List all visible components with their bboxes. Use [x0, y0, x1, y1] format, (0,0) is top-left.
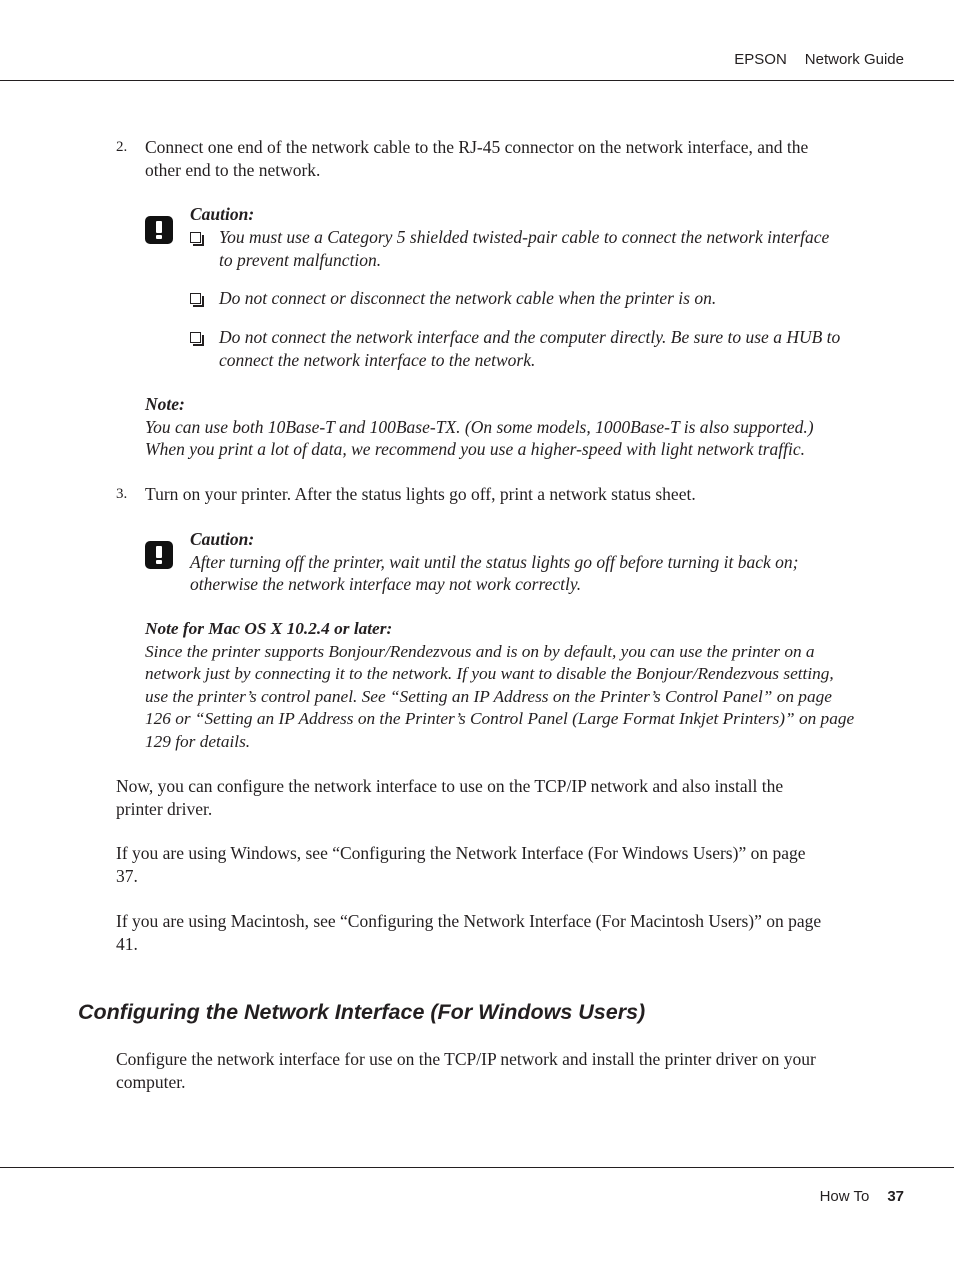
step-number: 3.: [116, 486, 128, 502]
paragraph: [116, 775, 783, 820]
footer-rule: [0, 1167, 954, 1168]
caution-icon: [145, 216, 173, 244]
caution-item-line: Do not connect or disconnect the network cable when the printer is on.: [219, 288, 717, 308]
header-rule: [0, 80, 954, 81]
note-line: 129 for details.: [145, 731, 251, 751]
step-text-line: Connect one end of the network cable to the RJ-45 connector on the network interface, and the: [145, 137, 809, 157]
caution-title: Caution:: [190, 529, 255, 549]
note-line: Since the printer supports Bonjour/Rendezvous and is on by default, you can use the printer on a: [145, 641, 815, 661]
section-paragraph: [116, 1048, 816, 1093]
caution-item-line: connect the network interface to the network.: [219, 349, 536, 370]
paragraph-line: If you are using Windows, see “Configuring the Network Interface (For Windows Users)” on page: [116, 843, 806, 863]
caution-icon: [145, 541, 173, 569]
step-text-line: other end to the network.: [145, 159, 321, 180]
page-header: [734, 51, 904, 68]
header-brand: EPSON: [734, 51, 787, 68]
caution-item: [219, 326, 840, 371]
note-title: Note for Mac OS X 10.2.4 or later:: [145, 619, 393, 638]
paragraph-line: computer.: [116, 1071, 186, 1092]
caution-item: [219, 287, 716, 310]
caution-item-line: Do not connect the network interface and the computer directly. Be sure to use a HUB to: [219, 327, 841, 347]
caution-block: [190, 528, 798, 596]
header-guide-title: Network Guide: [804, 51, 904, 68]
caution-line: After turning off the printer, wait until the status lights go off before turning it back on;: [190, 551, 799, 572]
step-text: [145, 136, 808, 181]
paragraph: [116, 842, 806, 887]
caution-item: [219, 226, 829, 271]
page-number: 37: [887, 1188, 904, 1205]
step-text: Turn on your printer. After the status lights go off, print a network status sheet.: [145, 484, 696, 504]
caution-item-line: to prevent malfunction.: [219, 249, 382, 270]
note-block: [145, 618, 854, 753]
note-line: use the printer’s control panel. See “Setting an IP Address on the Printer’s Control Panel” on page: [145, 686, 832, 706]
checkbox-bullet-icon: [190, 293, 201, 304]
section-heading: Configuring the Network Interface (For Windows Users): [78, 1000, 646, 1024]
paragraph-line: 41.: [116, 933, 138, 954]
checkbox-bullet-icon: [190, 332, 201, 343]
caution-line: otherwise the network interface may not work correctly.: [190, 574, 582, 594]
note-line: 126 or “Setting an IP Address on the Printer’s Control Panel (Large Format Inkjet Printers)” on page: [145, 709, 855, 728]
page-footer: [820, 1188, 904, 1205]
paragraph: [116, 910, 821, 955]
caution-item-line: You must use a Category 5 shielded twisted-pair cable to connect the network interface: [219, 227, 830, 247]
note-line: When you print a lot of data, we recommend you use a higher-speed with light network traffic.: [145, 439, 806, 459]
step-number: 2.: [116, 139, 128, 155]
note-title: Note:: [145, 394, 185, 414]
paragraph-line: If you are using Macintosh, see “Configuring the Network Interface (For Macintosh Users)” on page: [116, 911, 822, 931]
paragraph-line: 37.: [116, 865, 138, 886]
footer-section: How To: [819, 1188, 870, 1205]
note-block: [145, 393, 814, 461]
paragraph-line: Now, you can configure the network interface to use on the TCP/IP network and also install the: [116, 776, 784, 796]
caution-title: Caution:: [190, 204, 255, 224]
checkbox-bullet-icon: [190, 232, 201, 243]
paragraph-line: Configure the network interface for use on the TCP/IP network and install the printer driver on your: [116, 1049, 816, 1069]
note-line: You can use both 10Base-T and 100Base-TX. (On some models, 1000Base-T is also supported.): [145, 416, 814, 437]
paragraph-line: printer driver.: [116, 798, 213, 819]
note-line: network just by connecting it to the network. If you want to disable the Bonjour/Rendezvous setting,: [145, 664, 834, 683]
